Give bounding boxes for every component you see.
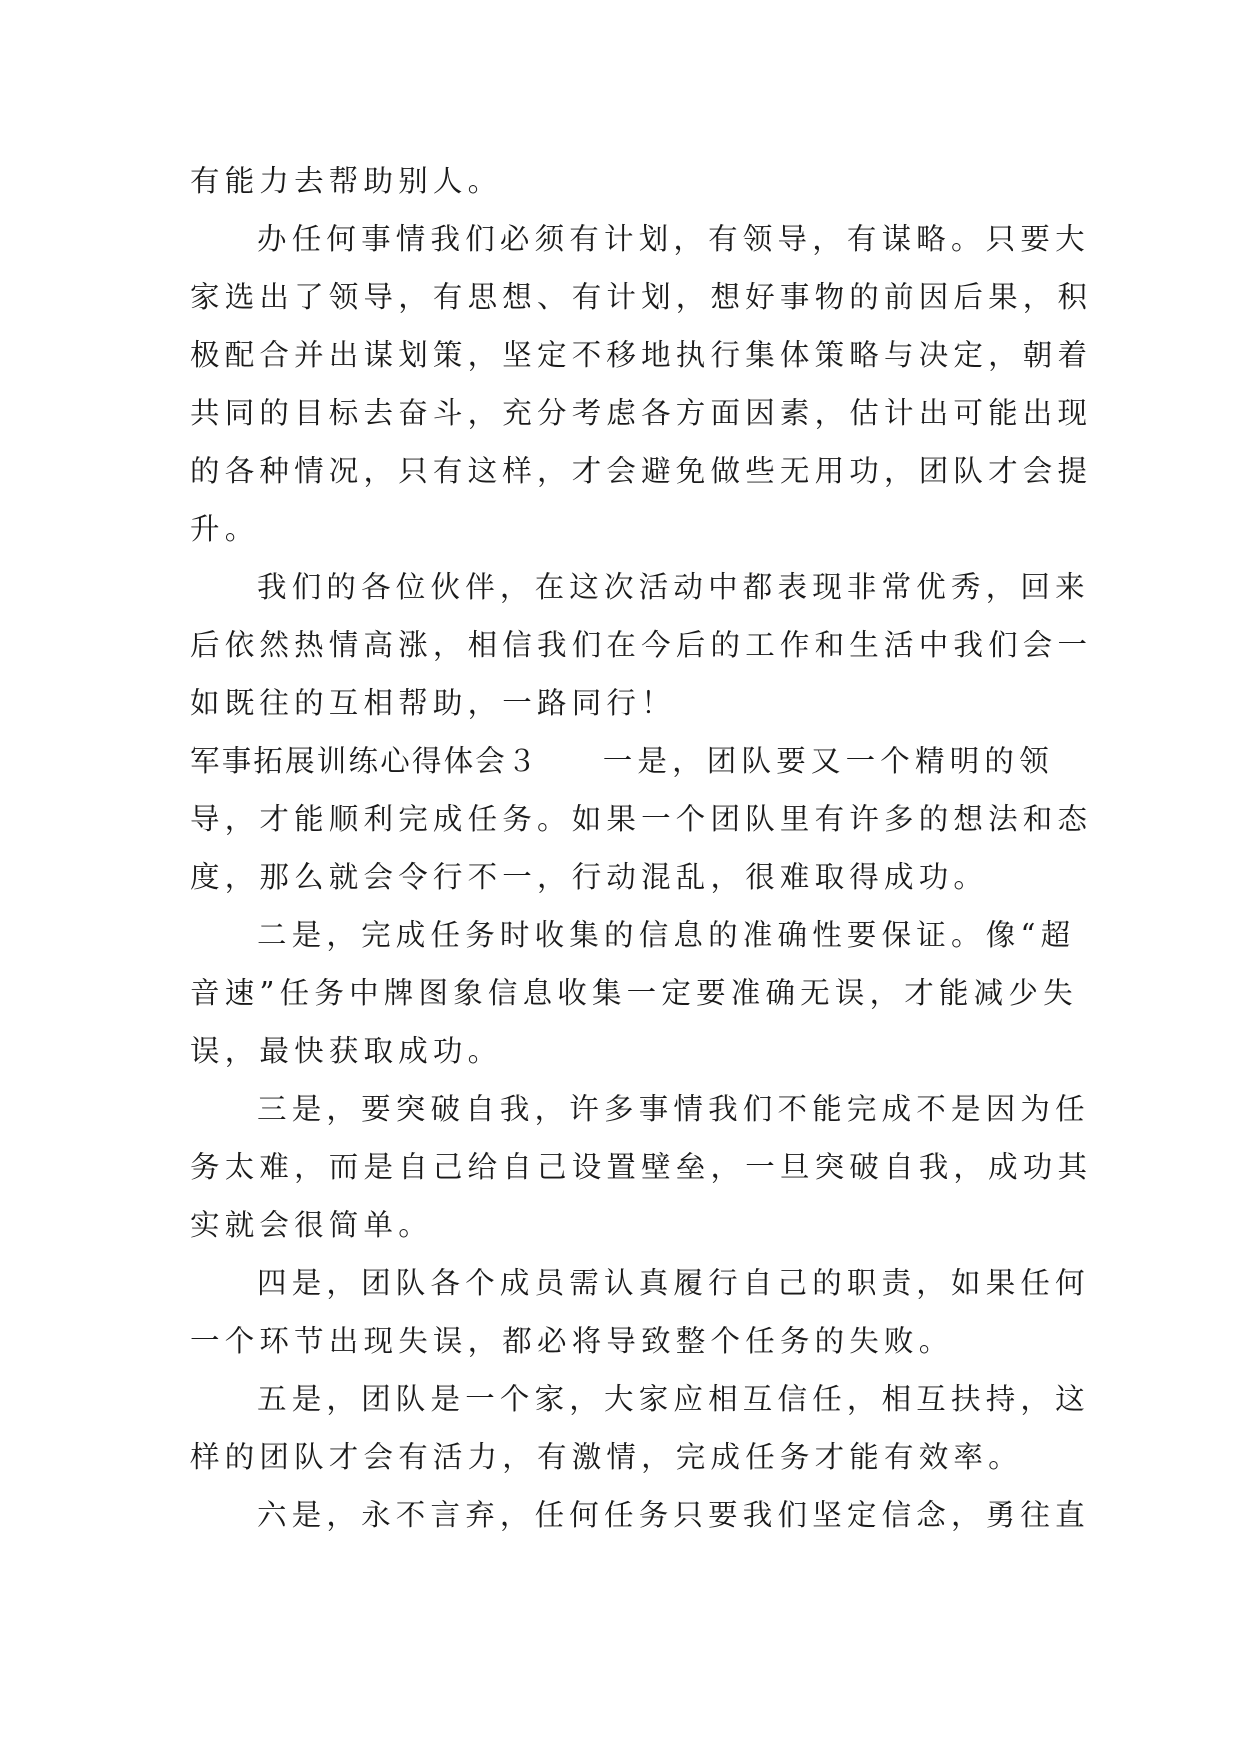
text-line: 的各种情况，只有这样，才会避免做些无用功，团队才会提 bbox=[190, 454, 1093, 488]
text-line: 务太难，而是自己给自己设置壁垒，一旦突破自我，成功其 bbox=[190, 1150, 1093, 1184]
section-title: 军事拓展训练心得体会３ bbox=[190, 744, 539, 778]
text-line: 一个环节出现失误，都必将导致整个任务的失败。 bbox=[190, 1324, 954, 1358]
text-line: 音速”任务中牌图象信息收集一定要准确无误，才能减少失 bbox=[190, 976, 1078, 1010]
paragraph-first-line: 二是，完成任务时收集的信息的准确性要保证。像“超 bbox=[257, 918, 1076, 952]
text-line: 如既往的互相帮助，一路同行！ bbox=[190, 686, 676, 720]
paragraph-first-line: 六是，永不言弃，任何任务只要我们坚定信念，勇往直 bbox=[257, 1498, 1090, 1532]
text-line: 导，才能顺利完成任务。如果一个团队里有许多的想法和态 bbox=[190, 802, 1093, 836]
section-first-sentence: 一是，团队要又一个精明的领 bbox=[602, 744, 1054, 778]
text-line: 样的团队才会有活力，有激情，完成任务才能有效率。 bbox=[190, 1440, 1023, 1474]
section-heading-line bbox=[190, 732, 1052, 790]
text-line: 误，最快获取成功。 bbox=[190, 1034, 503, 1068]
paragraph-first-line: 四是，团队各个成员需认真履行自己的职责，如果任何 bbox=[257, 1266, 1090, 1300]
text-line: 后依然热情高涨，相信我们在今后的工作和生活中我们会一 bbox=[190, 628, 1093, 662]
text-line: 实就会很简单。 bbox=[190, 1208, 433, 1242]
paragraph-first-line: 办任何事情我们必须有计划，有领导，有谋略。只要大 bbox=[257, 222, 1090, 256]
text-line: 家选出了领导，有思想、有计划，想好事物的前因后果，积 bbox=[190, 280, 1093, 314]
paragraph-first-line: 我们的各位伙伴，在这次活动中都表现非常优秀，回来 bbox=[257, 570, 1090, 604]
text-line: 极配合并出谋划策，坚定不移地执行集体策略与决定，朝着 bbox=[190, 338, 1093, 372]
body-text bbox=[190, 152, 1093, 1544]
paragraph-first-line: 三是，要突破自我，许多事情我们不能完成不是因为任 bbox=[257, 1092, 1090, 1126]
text-line: 度，那么就会令行不一，行动混乱，很难取得成功。 bbox=[190, 860, 989, 894]
text-line: 共同的目标去奋斗，充分考虑各方面因素，估计出可能出现 bbox=[190, 396, 1093, 430]
text-line: 升。 bbox=[190, 512, 260, 546]
paragraph-first-line: 五是，团队是一个家，大家应相互信任，相互扶持，这 bbox=[257, 1382, 1090, 1416]
text-line: 有能力去帮助别人。 bbox=[190, 164, 503, 198]
